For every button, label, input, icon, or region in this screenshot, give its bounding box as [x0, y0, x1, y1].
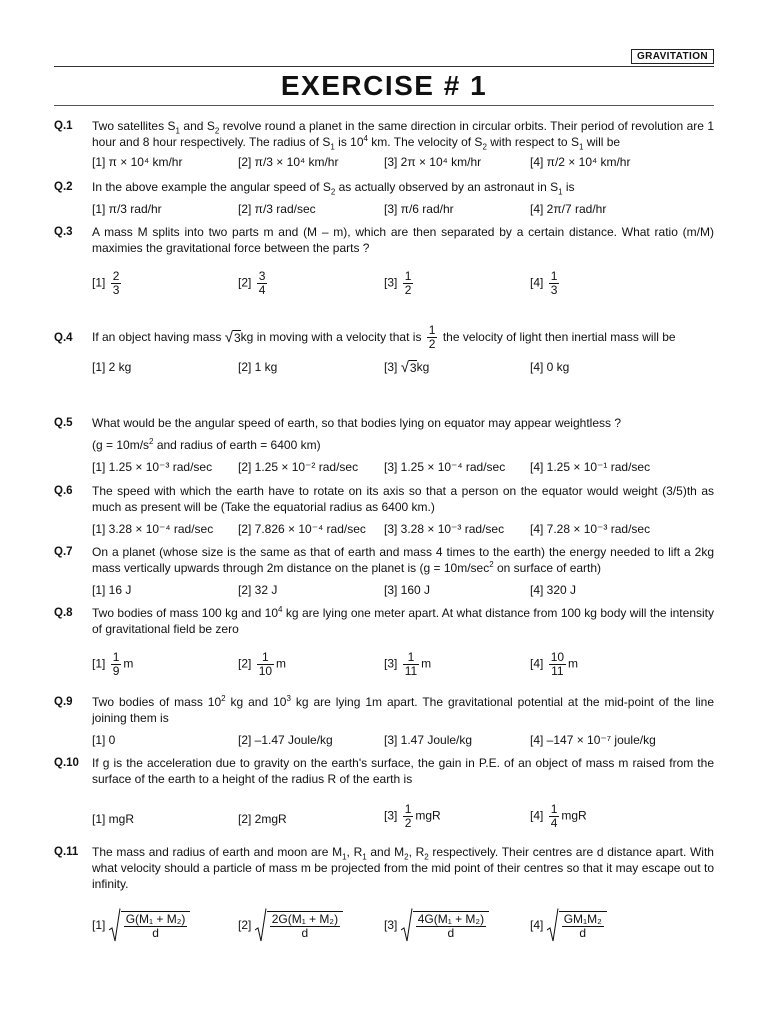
- question-number: Q.10: [54, 757, 79, 769]
- title-rule: [54, 105, 714, 106]
- question-8: [54, 605, 714, 685]
- question-text: If an object having mass √3kg in moving with a velocity that is $\frac{1}{2}$ the velocity of light then inertial mass will be: [92, 323, 676, 352]
- option-1: [1] $\frac{\text{G(M₁ + M₂)}}{d}$: [92, 908, 190, 942]
- option-4: [4] 2π/7 rad/hr: [530, 202, 607, 216]
- option-1: [1] 16 J: [92, 583, 132, 597]
- option-4: [4] $\frac{1}{3}$: [530, 269, 558, 297]
- option-3: [3] $\frac{\text{4G(M₁ + M₂)}}{d}$: [384, 908, 489, 942]
- option-4: [4] –147 × 10⁻⁷ joule/kg: [530, 733, 656, 747]
- option-2: [2] 32 J: [238, 583, 278, 597]
- question-4: [54, 322, 714, 377]
- option-3: [3] 2π × 10⁴ km/hr: [384, 155, 482, 169]
- option-2: [2] 2mgR: [238, 812, 287, 826]
- option-3: [3] π/6 rad/hr: [384, 202, 454, 216]
- options: [92, 908, 714, 948]
- options: [92, 803, 714, 837]
- option-2: [2] π/3 rad/sec: [238, 202, 316, 216]
- fraction: $\frac{3}{4}$: [258, 269, 266, 297]
- options: [92, 651, 714, 685]
- option-4: [4] 1.25 × 10⁻¹ rad/sec: [530, 460, 651, 474]
- sqrt: $\frac{\text{2G(M₁ + M₂)}}{d}$: [255, 908, 343, 942]
- option-2: [2] –1.47 Joule/kg: [238, 733, 333, 747]
- options: [92, 201, 714, 219]
- option-3: [3] 1.25 × 10⁻⁴ rad/sec: [384, 460, 506, 474]
- options: [92, 359, 714, 377]
- question-text: What would be the angular speed of earth, so that bodies lying on equator may appear weightless ?: [92, 416, 622, 430]
- question-text: Two bodies of mass 100 kg and $10^4$ kg are lying one meter apart. At what distance from 100 kg body will the intensity of gravitational field be zero: [92, 605, 714, 636]
- option-2: [2] $\frac{\text{2G(M₁ + M₂)}}{d}$: [238, 908, 343, 942]
- option-4: [4] $\frac{1}{4}$ mgR: [530, 802, 587, 830]
- question-number: Q.2: [54, 181, 73, 193]
- question-text: On a planet (whose size is the same as that of earth and mass 4 times to the earth) the energy needed to lift a 2kg mass vertically upwards through 2m distance on the planet is ($g = 10m/\sec^2$ on surface of earth): [92, 545, 714, 575]
- question-10: [54, 755, 714, 837]
- option-2: [2] 7.826 × 10⁻⁴ rad/sec: [238, 522, 366, 536]
- option-2: [2] $\frac{3}{4}$: [238, 269, 266, 297]
- question-text: In the above example the angular speed of $S_2$ as actually observed by an astronaut in $S_1$ is: [92, 180, 575, 197]
- question-number: Q.8: [54, 607, 73, 619]
- question-text: A mass M splits into two parts m and (M – m), which are then separated by a certain distance. What ratio (m/M) maximies the gravitational force between the parts ?: [92, 225, 714, 255]
- option-1: [1] $\frac{1}{9}$ m: [92, 650, 134, 678]
- sqrt: √3: [224, 328, 241, 346]
- option-4: [4] π/2 × 10⁴ km/hr: [530, 155, 631, 169]
- option-3: [3] 160 J: [384, 583, 431, 597]
- option-3: [3] 1.47 Joule/kg: [384, 733, 473, 747]
- options: [92, 459, 714, 477]
- option-3: [3] $\frac{1}{2}$: [384, 269, 412, 297]
- question-5: [54, 415, 714, 477]
- sqrt: $\frac{\text{4G(M₁ + M₂)}}{d}$: [401, 908, 489, 942]
- option-2: [2] 1 kg: [238, 359, 278, 374]
- option-1: [1] 0: [92, 733, 116, 747]
- question-6: [54, 483, 714, 539]
- option-3: [3] √3kg: [384, 358, 430, 376]
- question-text: If g is the acceleration due to gravity on the earth's surface, the gain in P.E. of an object of mass m raised from the surface of the earth to a height of the radius R of the earth is: [92, 756, 714, 786]
- option-3: [3] $\frac{1}{11}$ m: [384, 650, 432, 678]
- question-text: Two satellites $S_1$ and $S_2$ revolve round a planet in the same direction in circular orbits. Their period of revolution are 1 hour and 8 hour respectively. The radius of $S_1$ is $10^4$ km. The velocity of $S_2$ with respect to $S_1$ will be: [92, 119, 714, 152]
- question-number: Q.11: [54, 846, 79, 858]
- option-3: [3] 3.28 × 10⁻³ rad/sec: [384, 522, 505, 536]
- option-2: [2] π/3 × 10⁴ km/hr: [238, 155, 339, 169]
- question-1: [54, 118, 714, 172]
- option-4: [4] $\frac{\text{GM₁M₂}}{d}$: [530, 908, 607, 942]
- options: [92, 732, 714, 750]
- question-number: Q.9: [54, 696, 73, 708]
- option-4: [4] $\frac{10}{11}$ m: [530, 650, 579, 678]
- page-title: EXERCISE # 1: [280, 70, 488, 101]
- fraction: $\frac{1}{2}$: [404, 269, 412, 297]
- question-text: Two bodies of mass $10^2$ kg and $10^3$ kg are lying 1m apart. The gravitational potential at the mid-point of the line joining them is: [92, 694, 714, 725]
- option-1: [1] mgR: [92, 812, 135, 826]
- sqrt: $\frac{\text{G(M₁ + M₂)}}{d}$: [109, 908, 191, 942]
- question-number: Q.3: [54, 226, 73, 238]
- options: [92, 270, 714, 304]
- header-rule: [54, 66, 714, 67]
- option-1: [1] π/3 rad/hr: [92, 202, 162, 216]
- question-number: Q.1: [54, 120, 73, 132]
- option-2: [2] $\frac{1}{10}$ m: [238, 650, 287, 678]
- question-9: [54, 694, 714, 750]
- option-1: [1] 1.25 × 10⁻³ rad/sec: [92, 460, 213, 474]
- question-number: Q.7: [54, 546, 73, 558]
- options: [92, 154, 714, 172]
- option-1: [1] 2 kg: [92, 359, 132, 374]
- option-4: [4] 7.28 × 10⁻³ rad/sec: [530, 522, 651, 536]
- question-2: [54, 179, 714, 219]
- sqrt: $\frac{\text{GM₁M₂}}{d}$: [547, 908, 607, 942]
- question-3: [54, 224, 714, 304]
- question-11: [54, 844, 714, 948]
- option-4: [4] 0 kg: [530, 359, 570, 374]
- question-text: The mass and radius of earth and moon are $M_1$, $R_1$ and $M_2$, $R_2$ respectively. Their centres are d distance apart. With what velocity should a particle of mass m be projected from the mid point of their centres so that it may escape out to infinity.: [92, 845, 714, 891]
- option-3: [3] $\frac{1}{2}$ mgR: [384, 802, 441, 830]
- option-4: [4] 320 J: [530, 583, 577, 597]
- option-1: [1] π × 10⁴ km/hr: [92, 155, 183, 169]
- question-text: The speed with which the earth have to rotate on its axis so that a person on the equator would weight (3/5)th as much as present will be (Take the equatorial radius as 6400 km.): [92, 484, 714, 514]
- fraction: $\frac{1}{2}$: [428, 323, 436, 352]
- option-2: [2] 1.25 × 10⁻² rad/sec: [238, 460, 359, 474]
- options: [92, 521, 714, 539]
- question-number: Q.6: [54, 485, 73, 497]
- chapter-tag: GRAVITATION: [631, 49, 714, 64]
- option-1: [1] 3.28 × 10⁻⁴ rad/sec: [92, 522, 214, 536]
- question-number: Q.5: [54, 417, 73, 429]
- option-1: [1] $\frac{2}{3}$: [92, 269, 120, 297]
- fraction: $\frac{2}{3}$: [112, 269, 120, 297]
- question-7: [54, 544, 714, 600]
- question-note: ($g = 10m/s^2$ and radius of earth = 6400 km): [92, 437, 321, 452]
- fraction: $\frac{1}{3}$: [550, 269, 558, 297]
- options: [92, 582, 714, 600]
- question-number: Q.4: [54, 332, 73, 344]
